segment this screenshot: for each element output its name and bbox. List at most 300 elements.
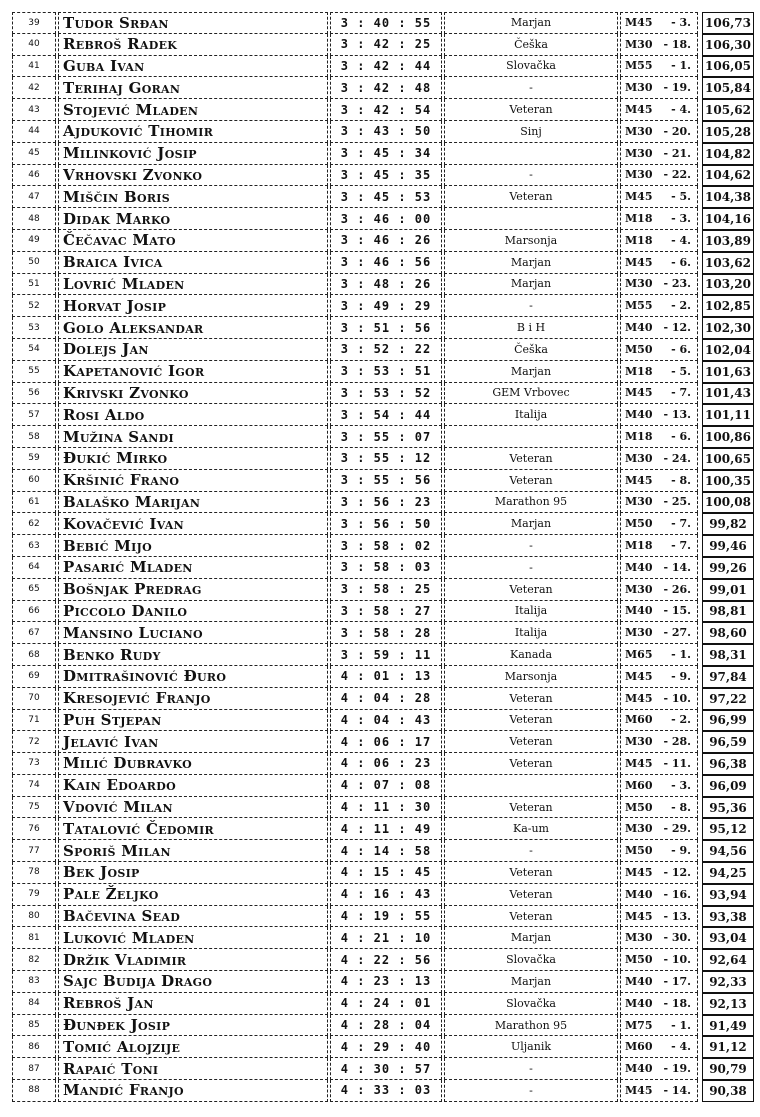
category-position: - 29. [663,822,691,836]
category-position: - 3. [671,212,691,226]
name-cell: Čečavac Mato [58,230,328,252]
category-position: - 24. [663,451,691,465]
category-position: - 4. [671,233,691,247]
time-cell: 4 : 22 : 56 [330,949,442,971]
time-cell: 3 : 43 : 50 [330,121,442,143]
category-cell [620,361,698,383]
name-cell: Didak Marko [58,208,328,230]
name-cell: Jelavić Ivan [58,731,328,753]
points-cell: 104,82 [702,143,754,165]
club-cell: - [444,165,618,187]
name-cell: Vdović Milan [58,797,328,819]
rank-cell: 48 [12,208,56,230]
rank-cell: 59 [12,448,56,470]
table-row [12,56,754,78]
name-cell: Sajc Budija Drago [58,971,328,993]
time-cell: 4 : 11 : 30 [330,797,442,819]
name-cell: Rebroš Radek [58,34,328,56]
category-position: - 6. [671,430,691,444]
points-cell: 98,60 [702,622,754,644]
club-cell: - [444,557,618,579]
points-cell: 102,85 [702,295,754,317]
table-row [12,252,754,274]
category-cell [620,143,698,165]
name-cell: Lovrić Mladen [58,274,328,296]
time-cell: 3 : 46 : 00 [330,208,442,230]
points-cell: 104,16 [702,208,754,230]
name-cell: Bek Josip [58,862,328,884]
club-cell: Češka [444,339,618,361]
table-row [12,1015,754,1037]
category-label: M40 [625,887,653,901]
time-cell: 3 : 48 : 26 [330,274,442,296]
club-cell: Slovačka [444,56,618,78]
points-cell: 103,62 [702,252,754,274]
time-cell: 3 : 42 : 48 [330,77,442,99]
name-cell: Rebroš Jan [58,993,328,1015]
category-position: - 12. [663,865,691,879]
category-label: M50 [625,953,653,967]
category-cell [620,1080,698,1102]
points-cell: 100,65 [702,448,754,470]
rank-cell: 51 [12,274,56,296]
table-row [12,710,754,732]
name-cell: Mužina Sandi [58,426,328,448]
club-cell: Veteran [444,906,618,928]
time-cell: 3 : 56 : 50 [330,513,442,535]
points-cell: 94,25 [702,862,754,884]
name-cell: Terihaj Goran [58,77,328,99]
category-cell [620,230,698,252]
name-cell: Puh Stjepan [58,710,328,732]
category-position: - 8. [671,473,691,487]
time-cell: 3 : 55 : 12 [330,448,442,470]
club-cell: Veteran [444,688,618,710]
category-position: - 13. [663,408,691,422]
time-cell: 3 : 52 : 22 [330,339,442,361]
club-cell: - [444,1080,618,1102]
club-cell: B i H [444,317,618,339]
time-cell: 4 : 19 : 55 [330,906,442,928]
points-cell: 97,22 [702,688,754,710]
category-label: M18 [625,233,653,247]
category-position: - 20. [663,124,691,138]
category-cell [620,666,698,688]
category-label: M60 [625,778,653,792]
category-cell [620,535,698,557]
category-cell [620,165,698,187]
club-cell: Marathon 95 [444,492,618,514]
rank-cell: 86 [12,1036,56,1058]
name-cell: Bačevina Sead [58,906,328,928]
points-cell: 106,30 [702,34,754,56]
club-cell: Veteran [444,731,618,753]
category-position: - 4. [671,103,691,117]
category-cell [620,208,698,230]
category-label: M50 [625,517,653,531]
category-cell [620,688,698,710]
category-cell [620,448,698,470]
name-cell: Horvat Josip [58,295,328,317]
category-cell [620,710,698,732]
points-cell: 90,38 [702,1080,754,1102]
category-cell [620,404,698,426]
table-row [12,884,754,906]
club-cell: Češka [444,34,618,56]
points-cell: 101,43 [702,383,754,405]
rank-cell: 69 [12,666,56,688]
table-row [12,971,754,993]
rank-cell: 43 [12,99,56,121]
category-label: M30 [625,495,653,509]
category-cell [620,492,698,514]
category-cell [620,470,698,492]
club-cell: Italija [444,622,618,644]
points-cell: 91,49 [702,1015,754,1037]
category-label: M30 [625,146,653,160]
time-cell: 3 : 53 : 51 [330,361,442,383]
rank-cell: 67 [12,622,56,644]
time-cell: 4 : 21 : 10 [330,927,442,949]
category-cell [620,818,698,840]
category-cell [620,317,698,339]
category-label: M30 [625,451,653,465]
table-row [12,535,754,557]
category-label: M50 [625,342,653,356]
category-label: M40 [625,408,653,422]
table-row [12,666,754,688]
club-cell: Marjan [444,513,618,535]
rank-cell: 79 [12,884,56,906]
category-cell [620,644,698,666]
table-row [12,208,754,230]
time-cell: 3 : 45 : 35 [330,165,442,187]
rank-cell: 74 [12,775,56,797]
name-cell: Braica Ivica [58,252,328,274]
rank-cell: 83 [12,971,56,993]
table-row [12,1080,754,1102]
table-row [12,274,754,296]
time-cell: 4 : 04 : 43 [330,710,442,732]
category-position: - 18. [663,996,691,1010]
points-cell: 106,05 [702,56,754,78]
club-cell: Veteran [444,579,618,601]
time-cell: 3 : 54 : 44 [330,404,442,426]
category-position: - 3. [671,16,691,30]
time-cell: 3 : 45 : 53 [330,186,442,208]
time-cell: 4 : 11 : 49 [330,818,442,840]
time-cell: 3 : 55 : 56 [330,470,442,492]
time-cell: 4 : 30 : 57 [330,1058,442,1080]
rank-cell: 45 [12,143,56,165]
rank-cell: 49 [12,230,56,252]
points-cell: 93,04 [702,927,754,949]
time-cell: 4 : 15 : 45 [330,862,442,884]
time-cell: 4 : 06 : 17 [330,731,442,753]
category-cell [620,753,698,775]
name-cell: Rapaić Toni [58,1058,328,1080]
club-cell: Marjan [444,274,618,296]
rank-cell: 77 [12,840,56,862]
category-position: - 7. [671,386,691,400]
time-cell: 4 : 16 : 43 [330,884,442,906]
time-cell: 3 : 42 : 44 [330,56,442,78]
rank-cell: 76 [12,818,56,840]
category-position: - 22. [663,168,691,182]
club-cell: Veteran [444,710,618,732]
rank-cell: 75 [12,797,56,819]
category-label: M30 [625,37,653,51]
time-cell: 4 : 06 : 23 [330,753,442,775]
time-cell: 4 : 04 : 28 [330,688,442,710]
category-cell [620,34,698,56]
category-label: M55 [625,299,653,313]
club-cell: Veteran [444,186,618,208]
category-position: - 1. [671,59,691,73]
points-cell: 91,12 [702,1036,754,1058]
club-cell: Veteran [444,797,618,819]
club-cell: Slovačka [444,949,618,971]
category-position: - 5. [671,190,691,204]
category-cell [620,1058,698,1080]
category-cell [620,949,698,971]
club-cell: Marjan [444,252,618,274]
category-cell [620,1015,698,1037]
category-label: M30 [625,582,653,596]
category-label: M45 [625,909,653,923]
category-position: - 26. [663,582,691,596]
table-row [12,165,754,187]
category-position: - 14. [663,560,691,574]
rank-cell: 78 [12,862,56,884]
category-position: - 11. [663,756,691,770]
category-cell [620,840,698,862]
rank-cell: 64 [12,557,56,579]
points-cell: 96,59 [702,731,754,753]
time-cell: 3 : 58 : 02 [330,535,442,557]
points-cell: 95,36 [702,797,754,819]
rank-cell: 44 [12,121,56,143]
category-label: M18 [625,430,653,444]
name-cell: Stojević Mladen [58,99,328,121]
table-row [12,840,754,862]
table-row [12,644,754,666]
category-label: M45 [625,103,653,117]
name-cell: Milinković Josip [58,143,328,165]
category-position: - 17. [663,974,691,988]
category-label: M30 [625,931,653,945]
category-position: - 5. [671,364,691,378]
category-label: M40 [625,996,653,1010]
category-cell [620,622,698,644]
table-row [12,818,754,840]
rank-cell: 70 [12,688,56,710]
table-row [12,927,754,949]
points-cell: 105,62 [702,99,754,121]
points-cell: 92,33 [702,971,754,993]
category-cell [620,731,698,753]
category-cell [620,121,698,143]
club-cell: Italija [444,601,618,623]
category-cell [620,557,698,579]
name-cell: Kovačević Ivan [58,513,328,535]
name-cell: Golo Aleksandar [58,317,328,339]
points-cell: 98,81 [702,601,754,623]
table-row [12,513,754,535]
rank-cell: 68 [12,644,56,666]
rank-cell: 61 [12,492,56,514]
time-cell: 3 : 58 : 25 [330,579,442,601]
points-cell: 100,08 [702,492,754,514]
table-row [12,1036,754,1058]
rank-cell: 66 [12,601,56,623]
table-row [12,753,754,775]
rank-cell: 60 [12,470,56,492]
rank-cell: 82 [12,949,56,971]
category-cell [620,12,698,34]
points-cell: 97,84 [702,666,754,688]
category-cell [620,513,698,535]
category-position: - 2. [671,299,691,313]
rank-cell: 88 [12,1080,56,1102]
time-cell: 4 : 01 : 13 [330,666,442,688]
category-label: M30 [625,626,653,640]
club-cell: - [444,295,618,317]
points-cell: 104,38 [702,186,754,208]
table-row [12,622,754,644]
table-row [12,949,754,971]
time-cell: 4 : 33 : 03 [330,1080,442,1102]
category-position: - 10. [663,691,691,705]
category-position: - 9. [671,669,691,683]
club-cell: Ka-um [444,818,618,840]
category-cell [620,1036,698,1058]
category-position: - 16. [663,887,691,901]
points-cell: 99,82 [702,513,754,535]
club-cell: Marsonja [444,230,618,252]
category-cell [620,797,698,819]
name-cell: Đunđek Josip [58,1015,328,1037]
name-cell: Pale Željko [58,884,328,906]
time-cell: 3 : 51 : 56 [330,317,442,339]
name-cell: Miščin Boris [58,186,328,208]
club-cell: Veteran [444,99,618,121]
category-label: M30 [625,822,653,836]
time-cell: 3 : 42 : 25 [330,34,442,56]
rank-cell: 63 [12,535,56,557]
results-table [12,12,754,1102]
category-cell [620,77,698,99]
table-row [12,688,754,710]
category-label: M18 [625,212,653,226]
points-cell: 95,12 [702,818,754,840]
club-cell [444,426,618,448]
points-cell: 104,62 [702,165,754,187]
category-label: M50 [625,800,653,814]
time-cell: 3 : 46 : 26 [330,230,442,252]
name-cell: Držik Vladimir [58,949,328,971]
time-cell: 4 : 29 : 40 [330,1036,442,1058]
table-row [12,12,754,34]
rank-cell: 57 [12,404,56,426]
category-label: M18 [625,364,653,378]
category-cell [620,971,698,993]
table-row [12,775,754,797]
time-cell: 4 : 14 : 58 [330,840,442,862]
name-cell: Benko Rudy [58,644,328,666]
category-label: M45 [625,386,653,400]
category-label: M40 [625,604,653,618]
points-cell: 100,86 [702,426,754,448]
time-cell: 3 : 58 : 03 [330,557,442,579]
table-row [12,339,754,361]
name-cell: Kapetanović Igor [58,361,328,383]
category-position: - 6. [671,255,691,269]
club-cell: Marjan [444,971,618,993]
points-cell: 105,28 [702,121,754,143]
rank-cell: 73 [12,753,56,775]
club-cell: Veteran [444,470,618,492]
points-cell: 103,89 [702,230,754,252]
points-cell: 101,11 [702,404,754,426]
category-position: - 3. [671,778,691,792]
rank-cell: 85 [12,1015,56,1037]
category-cell [620,906,698,928]
time-cell: 3 : 46 : 56 [330,252,442,274]
category-cell [620,99,698,121]
category-position: - 2. [671,713,691,727]
category-cell [620,579,698,601]
category-label: M40 [625,560,653,574]
category-label: M75 [625,1018,653,1032]
table-row [12,906,754,928]
category-position: - 1. [671,1018,691,1032]
rank-cell: 56 [12,383,56,405]
category-position: - 4. [671,1040,691,1054]
points-cell: 94,56 [702,840,754,862]
club-cell: Veteran [444,753,618,775]
rank-cell: 87 [12,1058,56,1080]
category-position: - 30. [663,931,691,945]
name-cell: Mandić Franjo [58,1080,328,1102]
points-cell: 106,73 [702,12,754,34]
category-position: - 12. [663,321,691,335]
category-cell [620,862,698,884]
table-row [12,426,754,448]
table-row [12,993,754,1015]
time-cell: 3 : 56 : 23 [330,492,442,514]
club-cell [444,775,618,797]
category-label: M30 [625,277,653,291]
category-label: M65 [625,648,653,661]
category-label: M55 [625,59,653,73]
rank-cell: 62 [12,513,56,535]
points-cell: 105,84 [702,77,754,99]
table-row [12,470,754,492]
club-cell: Uljanik [444,1036,618,1058]
rank-cell: 41 [12,56,56,78]
club-cell: - [444,840,618,862]
points-cell: 96,99 [702,710,754,732]
category-position: - 19. [663,81,691,95]
club-cell: Marjan [444,12,618,34]
category-label: M45 [625,691,653,705]
rank-cell: 46 [12,165,56,187]
points-cell: 99,26 [702,557,754,579]
category-cell [620,993,698,1015]
name-cell: Krivski Zvonko [58,383,328,405]
points-cell: 92,13 [702,993,754,1015]
